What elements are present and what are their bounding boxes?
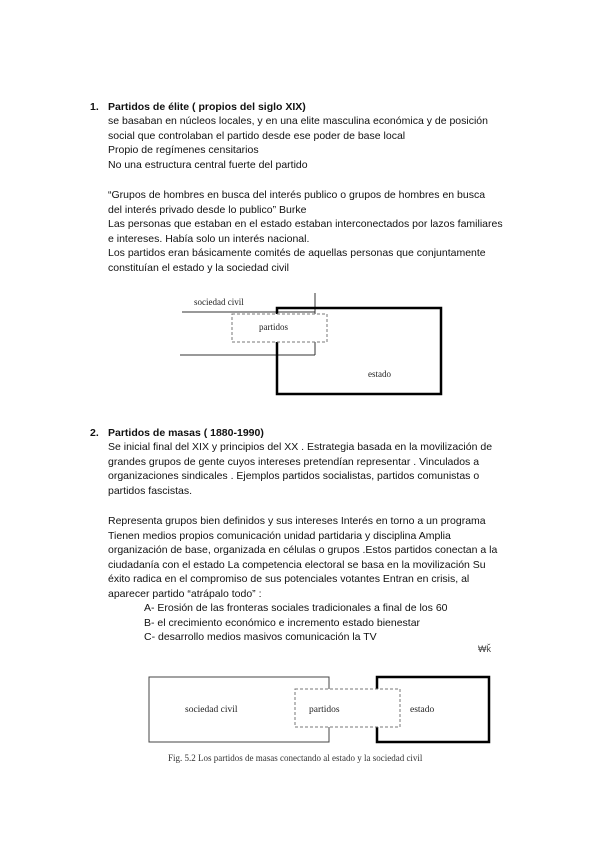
section-2-paragraph-2 <box>108 514 497 602</box>
text-line: constituían el estado y la sociedad civil <box>108 261 289 274</box>
section-2-number: 2. <box>90 427 99 439</box>
section-1-paragraph-2 <box>108 188 503 276</box>
section-2-paragraph-1 <box>108 440 492 498</box>
text-line: del interés privado desde lo publico” Burke <box>108 203 307 216</box>
sociedad-civil-label: sociedad civil <box>194 297 244 307</box>
text-line: éxito radica en el compromiso de sus potenciales votantes Entran en crisis, al <box>108 573 470 586</box>
text-line: Los partidos eran básicamente comités de aquellas personas que conjuntamente <box>108 247 486 260</box>
partidos-label: partidos <box>259 322 288 332</box>
elite-parties-diagram <box>170 288 450 400</box>
text-line: ciudadanía con el estado La competencia electoral se basa en la movilización Su <box>108 558 486 571</box>
scribble-mark: ₩ǩ <box>478 644 491 654</box>
section-1-title: Partidos de élite ( propios del siglo XIX) <box>108 101 306 113</box>
section-2-title: Partidos de masas ( 1880-1990) <box>108 427 264 439</box>
estado-label: estado <box>368 369 391 379</box>
text-line: Representa grupos bien definidos y sus intereses Interés en torno a un programa <box>108 515 486 527</box>
figure-caption: Fig. 5.2 Los partidos de masas conectando al estado y la sociedad civil <box>168 753 423 763</box>
section-1-paragraph-1 <box>108 114 488 172</box>
text-line: No una estructura central fuerte del partido <box>108 158 308 171</box>
text-line: social que controlaban el partido desde ese poder de base local <box>108 129 406 142</box>
partidos-label: partidos <box>309 705 340 715</box>
section-1-heading <box>90 100 306 114</box>
text-line: Tienen medios propios comunicación unidad partidaria y disciplina Amplia <box>108 529 451 542</box>
text-line: aparecer partido “atrápalo todo” : <box>108 587 262 600</box>
mass-parties-diagram <box>145 672 495 768</box>
text-line: se basaban en núcleos locales, y en una elite masculina económica y de posición <box>108 115 488 127</box>
text-line: organizaciones sindicales . Ejemplos partidos socialistas, partidos comunistas o <box>108 470 480 483</box>
text-line: partidos fascistas. <box>108 484 193 497</box>
text-line: grandes grupos de gente cuyos intereses pretendían representar . Vinculados a <box>108 455 480 468</box>
text-line: “Grupos de hombres en busca del interés publico o grupos de hombres en busca <box>108 189 486 201</box>
list-item: C- desarrollo medios masivos comunicación la TV <box>144 631 377 644</box>
text-line: Propio de regímenes censitarios <box>108 144 259 157</box>
text-line: Las personas que estaban en el estado estaban interconectados por lazos familiares <box>108 218 503 231</box>
estado-label: estado <box>410 705 435 715</box>
sociedad-civil-label: sociedad civil <box>185 705 238 715</box>
list-item: B- el crecimiento económico e incremento estado bienestar <box>144 616 421 629</box>
text-line: organización de base, organizada en células o grupos .Estos partidos conectan a la <box>108 544 498 557</box>
text-line: e intereses. Había solo un interés nacional. <box>108 232 310 245</box>
list-item: A- Erosión de las fronteras sociales tradicionales a final de los 60 <box>144 602 448 614</box>
section-1-number: 1. <box>90 101 99 113</box>
section-2-list <box>144 601 448 645</box>
section-2-heading <box>90 426 264 440</box>
text-line: Se inicial final del XIX y principios del XX . Estrategia basada en la movilización de <box>108 441 493 453</box>
